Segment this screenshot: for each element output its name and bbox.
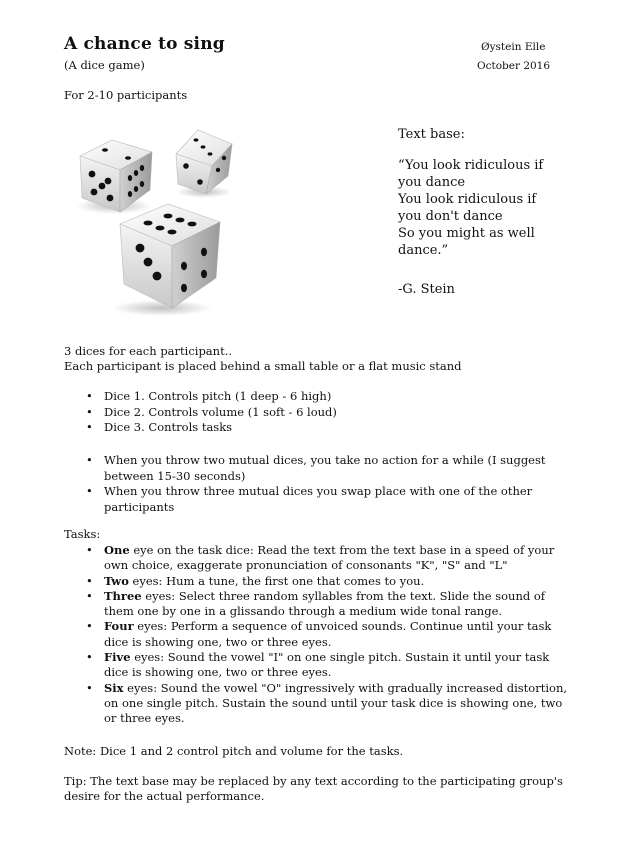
tip-text: Tip: The text base may be replaced by any text according to the participating group's desire for the actual performance. <box>64 774 563 803</box>
setup-section <box>64 344 584 374</box>
quote-line: you don't dance <box>398 209 503 224</box>
document-subtitle: (A dice game) <box>64 58 145 72</box>
list-item: • When you throw three mutual dices you swap place with one of the other participants <box>64 484 574 515</box>
die-bottom-icon <box>112 204 220 316</box>
list-item <box>64 681 574 727</box>
list-item <box>64 574 574 589</box>
task-text: eyes: Select three random syllables from the text. Slide the sound of them one by one in a glissando through a medium wide tonal range. <box>104 588 546 619</box>
setup-line: Each participant is placed behind a small table or a flat music stand <box>64 359 462 373</box>
task-text: eyes: Perform a sequence of unvoiced sounds. Continue until your task dice is showing one, two or three eyes. <box>104 619 552 649</box>
throw-rules-list <box>64 453 574 515</box>
setup-line: 3 dices for each participant.. <box>64 344 233 358</box>
tasks-list <box>64 543 574 727</box>
list-item <box>64 619 574 650</box>
die-right-icon <box>176 130 232 198</box>
task-text: eyes: Sound the vowel "O" ingressively with gradually increased distortion, on one single pitch. Sustain the sound until your task dice is showing one, two or three eyes. <box>104 680 568 726</box>
document-title: A chance to sing <box>64 34 225 54</box>
list-item: • When you throw two mutual dices, you take no action for a while (I suggest between 15-30 seconds) <box>64 453 574 484</box>
three-dice-illustration <box>72 126 247 316</box>
quote-line: you dance <box>398 175 466 190</box>
list-item <box>64 589 574 620</box>
task-text: eyes: Sound the vowel "I" on one single pitch. Sustain it until your task dice is showing one, two or three eyes. <box>104 650 550 680</box>
note-text: Note: Dice 1 and 2 control pitch and volume for the tasks. <box>64 744 404 758</box>
participants-line: For 2-10 participants <box>64 88 188 102</box>
task-count: Six <box>104 680 124 695</box>
dice-rules-list <box>64 389 574 436</box>
task-count: Two <box>104 573 129 588</box>
task-count: One <box>104 543 130 557</box>
die-left-icon <box>76 140 152 214</box>
task-text: eyes: Hum a tune, the first one that comes to you. <box>128 573 425 588</box>
list-item <box>64 543 574 574</box>
task-text: eye on the task dice: Read the text from the text base in a speed of your own choice, exaggerate pronunciation of consonants "K", "S" and "L" <box>104 543 555 573</box>
text-base-heading: Text base: <box>398 127 465 142</box>
quote-line: dance.” <box>398 243 449 258</box>
author-name: Øystein Elle <box>481 41 546 53</box>
text-base-panel <box>398 126 598 298</box>
quote-line: “You look ridiculous if <box>398 158 544 173</box>
text-base-quote <box>398 157 598 259</box>
list-item: • Dice 1. Controls pitch (1 deep - 6 high) <box>64 389 574 405</box>
quote-attribution: -G. Stein <box>398 282 455 297</box>
tasks-heading: Tasks: <box>64 527 101 541</box>
list-item <box>64 650 574 681</box>
quote-line: So you might as well <box>398 226 535 241</box>
task-count: Five <box>104 650 131 665</box>
task-count: Four <box>104 619 134 634</box>
list-item: • Dice 2. Controls volume (1 soft - 6 loud) <box>64 405 574 421</box>
quote-line: You look ridiculous if <box>398 192 537 207</box>
list-item: • Dice 3. Controls tasks <box>64 420 574 436</box>
document-date: October 2016 <box>477 60 551 72</box>
task-count: Three <box>104 588 142 603</box>
